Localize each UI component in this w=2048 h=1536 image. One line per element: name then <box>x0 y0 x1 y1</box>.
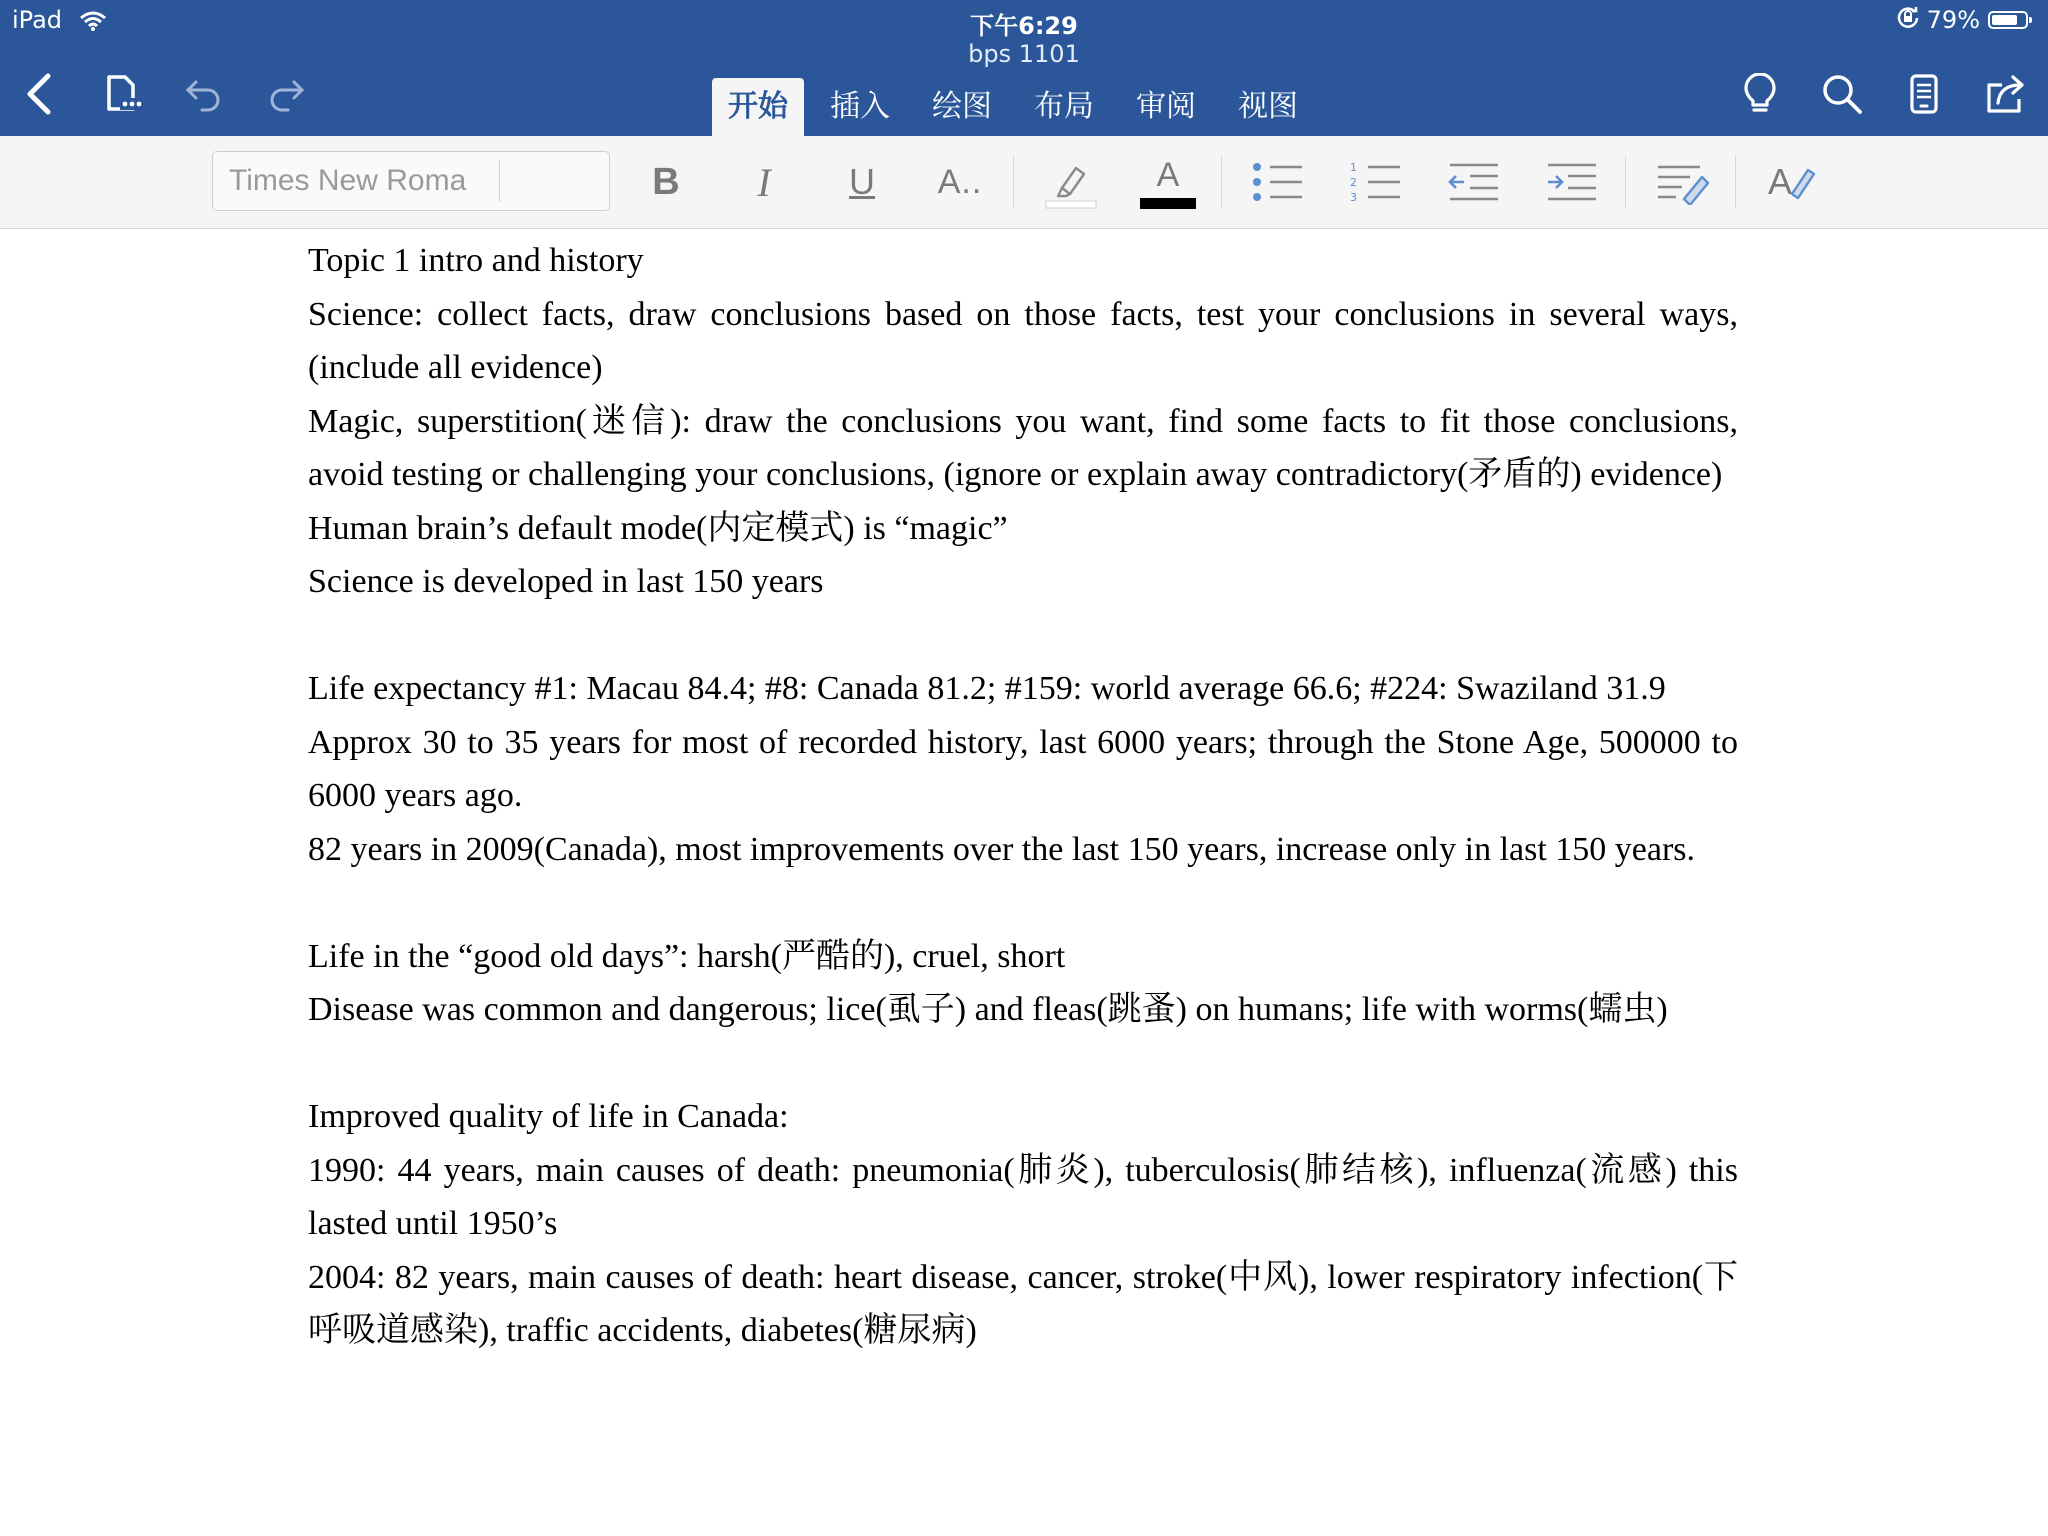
bulleted-list-icon <box>1250 159 1306 205</box>
lightbulb-icon[interactable] <box>1736 70 1784 118</box>
document-title[interactable]: bps 1101 <box>968 40 1080 68</box>
file-menu-icon[interactable] <box>98 70 146 118</box>
status-bar-right <box>1897 6 2028 34</box>
tab-draw[interactable]: 绘图 <box>932 89 992 124</box>
document-paragraph[interactable]: Approx 30 to 35 years for most of recorded history, last 6000 years; through the Stone Age, 500000 to 6000 years ago. <box>308 723 1738 814</box>
ribbon-divider <box>1221 156 1222 208</box>
underline-label: U <box>849 161 875 202</box>
italic-button[interactable] <box>734 152 794 212</box>
search-icon[interactable] <box>1818 70 1866 118</box>
document-paragraph[interactable]: Improved quality of life in Canada: <box>308 1098 789 1135</box>
paintbrush-icon <box>1786 162 1816 202</box>
home-ribbon <box>0 136 2048 229</box>
font-options-label: A.. <box>937 162 983 201</box>
ribbon-tabs <box>712 78 1324 136</box>
highlighter-icon <box>1042 154 1098 210</box>
document-paragraph[interactable]: Magic, superstition(迷信): draw the conclusions you want, find some facts to fit those conclusions, avoid testing or challenging your conclusions, (ignore or explain away contradictory(矛盾的) evidence) <box>308 402 1738 493</box>
font-size-divider <box>499 160 500 202</box>
font-name-value[interactable]: Times New Roma <box>229 164 467 197</box>
tab-view[interactable]: 视图 <box>1238 89 1298 124</box>
bold-button[interactable] <box>636 152 696 212</box>
empty-paragraph[interactable] <box>308 1037 1738 1091</box>
document-paragraph[interactable]: Science: collect facts, draw conclusions based on those facts, test your conclusions in several ways, (include all evidence) <box>308 295 1738 386</box>
highlight-button[interactable] <box>1040 152 1100 212</box>
numbered-list-icon <box>1348 159 1404 205</box>
tab-layout[interactable]: 布局 <box>1034 89 1094 124</box>
font-color-glyph: A <box>1156 155 1180 194</box>
back-icon[interactable] <box>16 70 64 118</box>
styles-glyph: A <box>1767 161 1792 202</box>
svg-text:2: 2 <box>1350 176 1357 189</box>
increase-indent-icon <box>1544 159 1600 205</box>
decrease-indent-button[interactable] <box>1444 152 1504 212</box>
device-label: iPad <box>12 6 63 34</box>
battery-icon <box>1988 11 2028 29</box>
empty-paragraph[interactable] <box>308 876 1738 930</box>
device-view-icon[interactable] <box>1900 70 1948 118</box>
italic-label: I <box>757 159 771 205</box>
document-paragraph[interactable]: Human brain’s default mode(内定模式) is “magic” <box>308 509 1008 547</box>
undo-icon[interactable] <box>180 70 228 118</box>
redo-icon[interactable] <box>262 70 310 118</box>
svg-text:1: 1 <box>1350 161 1357 174</box>
styles-button[interactable] <box>1762 152 1822 212</box>
battery-percent: 79% <box>1926 6 1980 34</box>
numbering-button[interactable] <box>1346 152 1406 212</box>
document-paragraph[interactable]: 1990: 44 years, main causes of death: pneumonia(肺炎), tuberculosis(肺结核), influenza(流感) this lasted until 1950’s <box>308 1151 1738 1242</box>
title-bar <box>0 0 2048 136</box>
document-paragraph[interactable]: Disease was common and dangerous; lice(虱子) and fleas(跳蚤) on humans; life with worms(蠕虫) <box>308 991 1668 1028</box>
font-name-combobox[interactable] <box>212 151 610 211</box>
ribbon-divider <box>1735 156 1736 208</box>
underline-button[interactable] <box>832 152 892 212</box>
tab-review[interactable]: 审阅 <box>1136 89 1196 124</box>
font-color-swatch <box>1140 198 1196 209</box>
status-time: 下午6:29 <box>970 12 1078 40</box>
document-paragraph[interactable]: Topic 1 intro and history <box>308 242 644 279</box>
tab-insert[interactable]: 插入 <box>830 89 890 124</box>
document-paragraph[interactable]: Science is developed in last 150 years <box>308 563 824 600</box>
document-body[interactable] <box>308 234 1738 1358</box>
document-paragraph[interactable]: Life expectancy #1: Macau 84.4; #8: Canada 81.2; #159: world average 66.6; #224: Swaziland 31.9 <box>308 670 1666 707</box>
document-paragraph[interactable]: Life in the “good old days”: harsh(严酷的), cruel, short <box>308 937 1066 975</box>
bullets-button[interactable] <box>1248 152 1308 212</box>
orientation-lock-icon <box>1897 6 1919 34</box>
font-options-button[interactable] <box>930 152 990 212</box>
ribbon-divider <box>1013 156 1014 208</box>
decrease-indent-icon <box>1446 159 1502 205</box>
document-paragraph[interactable]: 2004: 82 years, main causes of death: heart disease, cancer, stroke(中风), lower respiratory infection(下呼吸道感染), traffic accidents, diabetes(糖尿病) <box>308 1258 1738 1349</box>
document-paragraph[interactable]: 82 years in 2009(Canada), most improvements over the last 150 years, increase only in last 150 years. <box>308 830 1696 868</box>
paragraph-styles-button[interactable] <box>1652 152 1712 212</box>
paragraph-format-icon <box>1654 159 1710 205</box>
ribbon-divider <box>1625 156 1626 208</box>
increase-indent-button[interactable] <box>1542 152 1602 212</box>
svg-text:3: 3 <box>1350 191 1357 204</box>
share-icon[interactable] <box>1982 70 2030 118</box>
highlight-color-swatch <box>1046 201 1096 208</box>
empty-paragraph[interactable] <box>308 609 1738 663</box>
bold-label: B <box>652 160 680 203</box>
battery-level <box>1992 15 2017 25</box>
font-color-button[interactable] <box>1138 152 1198 212</box>
tab-home[interactable]: 开始 <box>712 78 804 136</box>
